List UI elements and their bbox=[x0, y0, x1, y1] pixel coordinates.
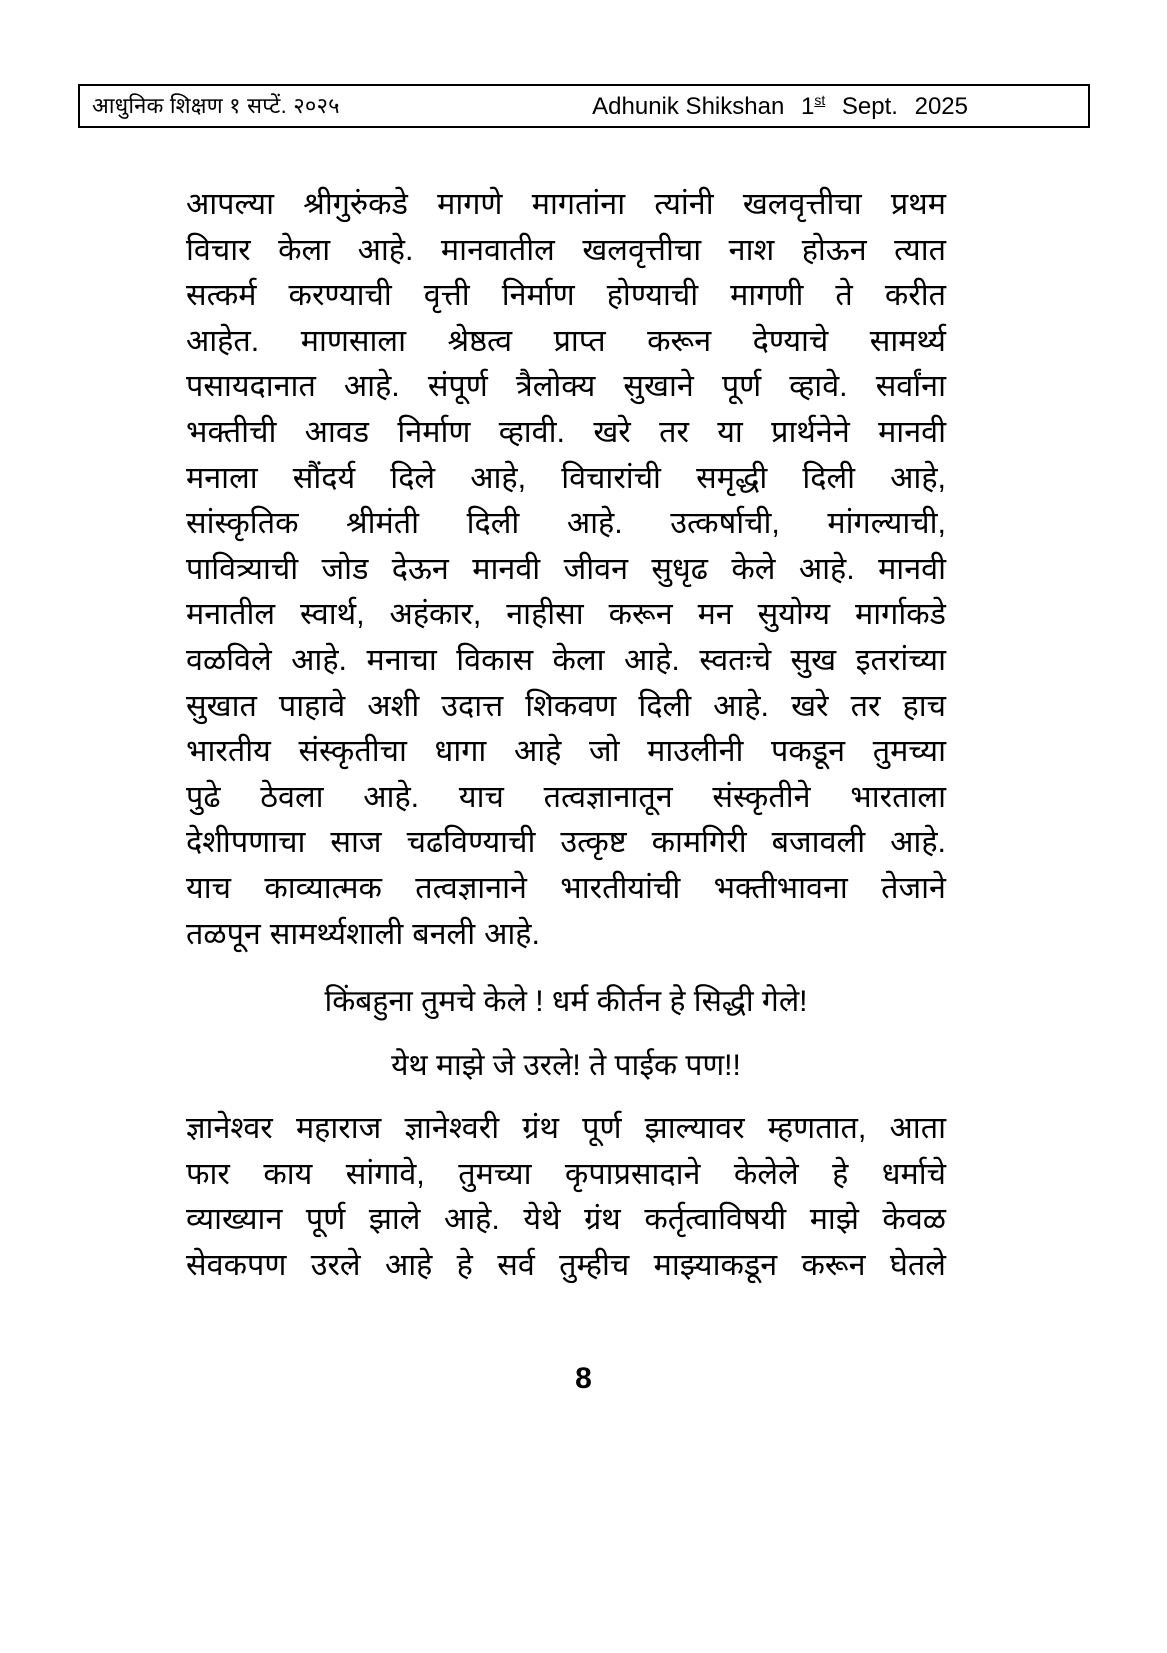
text-line: भक्तीची आवड निर्माण व्हावी. खरे तर या प्रार्थनेने मानवी bbox=[186, 414, 946, 449]
running-head-box bbox=[78, 84, 1090, 128]
verse-line-two: येथ माझे जे उरले! ते पाईक पण!! bbox=[391, 1048, 741, 1082]
text-line: याच काव्यात्मक तत्वज्ञानाने भारतीयांची भक्तीभावना तेजाने bbox=[186, 870, 946, 905]
text-line: सांस्कृतिक श्रीमंती दिली आहे. उत्कर्षाची, मांगल्याची, bbox=[186, 506, 946, 541]
paragraph-two bbox=[186, 1106, 946, 1288]
text-line: आपल्या श्रीगुरुंकडे मागणे मागतांना त्यांनी खलवृत्तीचा प्रथम bbox=[186, 187, 946, 221]
text-line: फार काय सांगावे, तुमच्या कृपाप्रसादाने केलेले हे धर्माचे bbox=[186, 1156, 946, 1191]
verse-spacer bbox=[186, 1025, 946, 1043]
text-line: ज्ञानेश्वर महाराज ज्ञानेश्वरी ग्रंथ पूर्ण झाल्यावर म्हणतात, आता bbox=[186, 1111, 946, 1146]
running-head-year: 2025 bbox=[914, 93, 968, 120]
text-line: देशीपणाचा साज चढविण्याची उत्कृष्ट कामगिरी बजावली आहे. bbox=[186, 825, 946, 860]
text-line: पुढे ठेवला आहे. याच तत्वज्ञानातून संस्कृतीने भारताला bbox=[186, 779, 946, 814]
text-line: भारतीय संस्कृतीचा धागा आहे जो माउलीनी पकडून तुमच्या bbox=[186, 734, 946, 769]
running-head-day: 1 bbox=[800, 93, 815, 120]
text-line: विचार केला आहे. मानवातील खलवृत्तीचा नाश होऊन त्यात bbox=[186, 232, 946, 267]
body-text-column bbox=[186, 182, 946, 1289]
text-line: पावित्र्याची जोड देऊन मानवी जीवन सुधृढ केले आहे. मानवी bbox=[186, 551, 946, 586]
text-line: मनातील स्वार्थ, अहंकार, नाहीसा करून मन सुयोग्य मार्गाकडे bbox=[186, 597, 946, 632]
text-line: सत्कर्म करण्याची वृत्ती निर्माण होण्याची मागणी ते करीत bbox=[186, 278, 946, 313]
running-head-inner bbox=[80, 86, 1088, 126]
paragraph-one bbox=[186, 182, 946, 957]
running-head-marathi: आधुनिक शिक्षण १ सप्टें. २०२५ bbox=[92, 93, 340, 118]
text-line: मनाला सौंदर्य दिले आहे, विचारांची समृद्धी दिली आहे, bbox=[186, 460, 946, 495]
text-line: सेवकपण उरले आहे हे सर्व तुम्हीच माझ्याकडून करून घेतले bbox=[186, 1248, 946, 1283]
text-line: वळविले आहे. मनाचा विकास केला आहे. स्वतःचे सुख इतरांच्या bbox=[186, 642, 946, 677]
text-line: आहेत. माणसाला श्रेष्ठत्व प्राप्त करून देण्याचे सामर्थ्य bbox=[186, 323, 946, 358]
page-number: 8 bbox=[575, 1362, 592, 1395]
running-head-month: Sept. bbox=[841, 93, 898, 120]
paragraph-spacer bbox=[186, 957, 946, 979]
running-head-ordinal-suffix: st bbox=[814, 92, 826, 108]
running-head-journal-title: Adhunik Shikshan bbox=[592, 93, 785, 120]
text-line: व्याख्यान पूर्ण झाले आहे. येथे ग्रंथ कर्तृत्वाविषयी माझे केवळ bbox=[186, 1202, 946, 1237]
text-line: सुखात पाहावे अशी उदात्त शिकवण दिली आहे. खरे तर हाच bbox=[186, 688, 946, 723]
text-line: तळपून सामर्थ्यशाली बनली आहे. bbox=[186, 916, 540, 951]
paragraph-spacer-two bbox=[186, 1088, 946, 1106]
running-head-english bbox=[592, 93, 968, 119]
text-line: पसायदानात आहे. संपूर्ण त्रैलोक्य सुखाने पूर्ण व्हावे. सर्वांना bbox=[186, 369, 946, 404]
verse-line-one: किंबहुना तुमचे केले ! धर्म कीर्तन हे सिद्धी गेले! bbox=[324, 985, 808, 1019]
